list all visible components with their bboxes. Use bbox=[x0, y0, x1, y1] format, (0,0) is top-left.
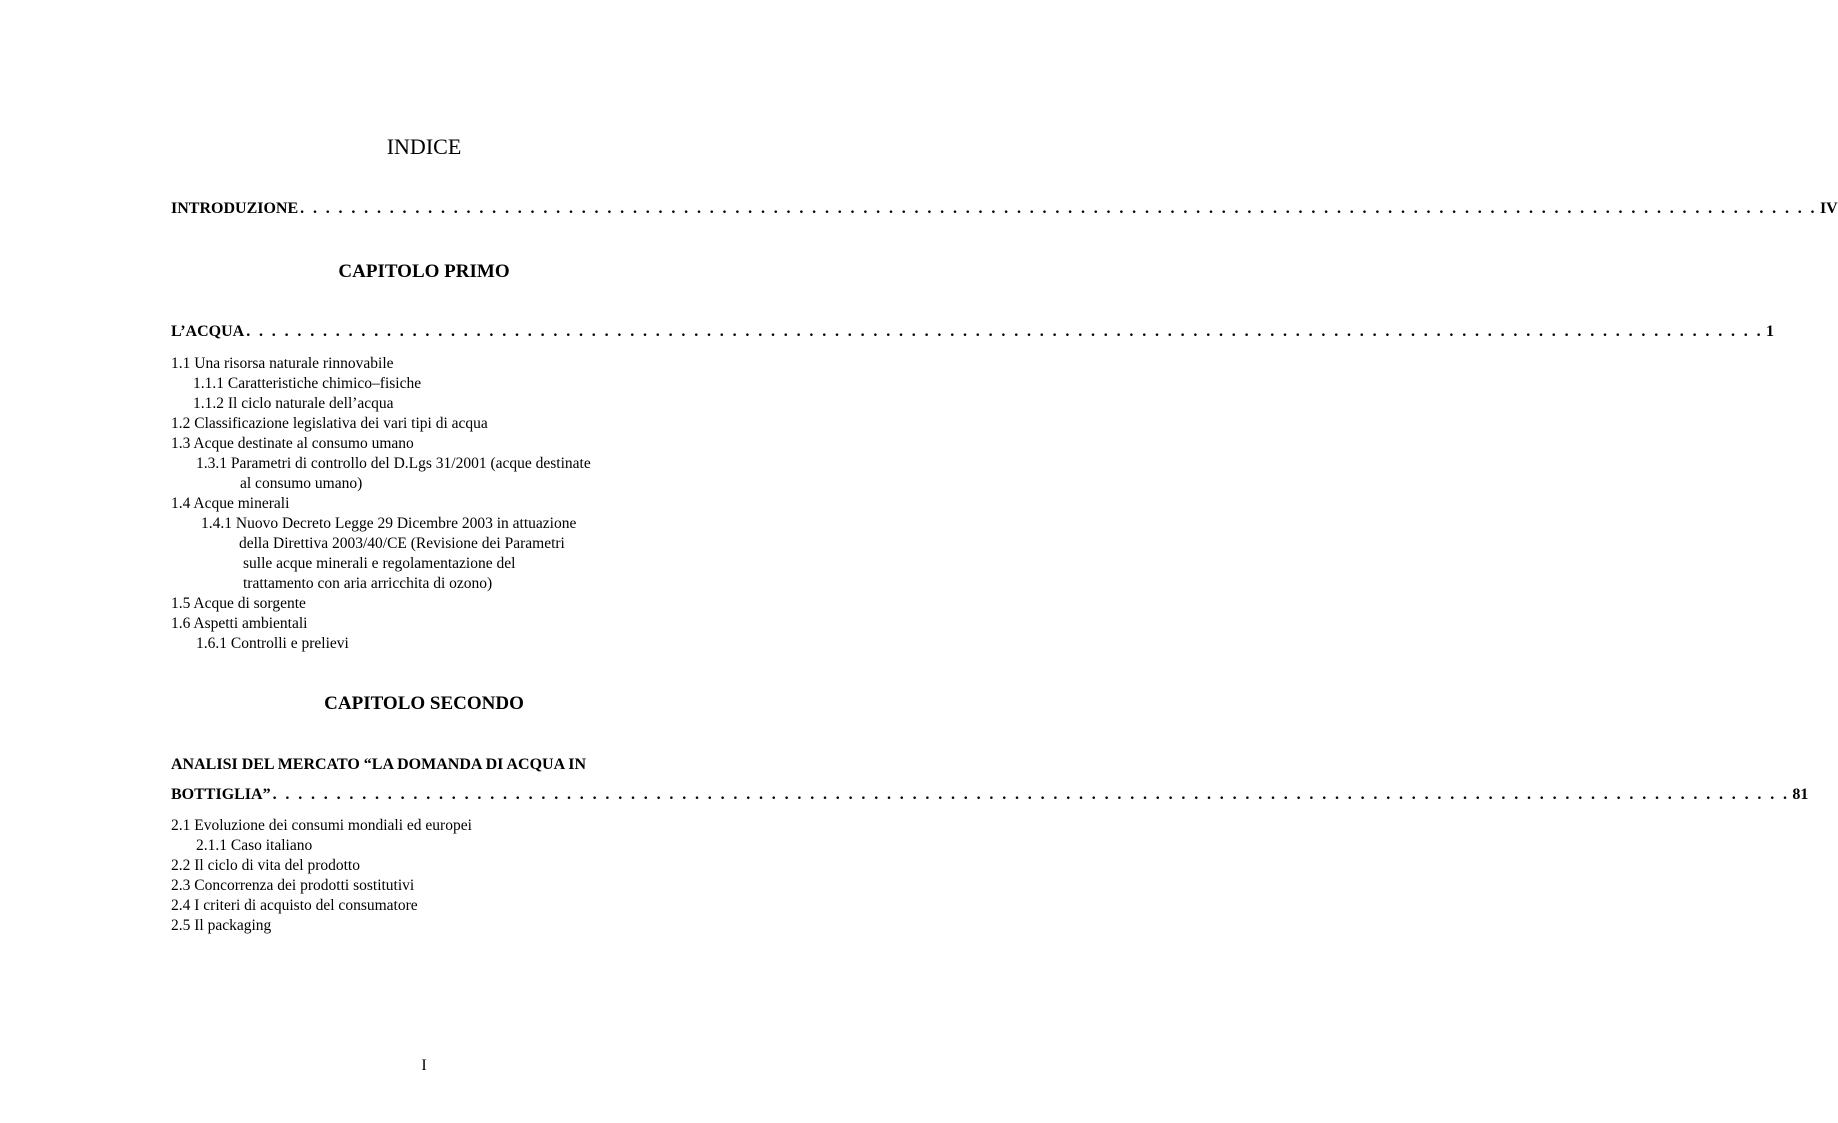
toc-entry-1-4-1-cont: trattamento con aria arricchita di ozono) bbox=[243, 575, 493, 592]
page-title: INDICE bbox=[386, 134, 462, 159]
toc-entry-1-3[interactable]: 1.3 Acque destinate al consumo umano bbox=[171, 435, 414, 452]
toc-entry-1-1-2[interactable]: 1.1.2 Il ciclo naturale dell’acqua bbox=[193, 395, 394, 412]
toc-chapter2-main[interactable] bbox=[171, 786, 1809, 804]
toc-entry-2-5[interactable]: 2.5 Il packaging bbox=[171, 917, 272, 934]
toc-leader-dots: . . . . . . . . . . . . . . . . . . . . . . . . . . . . . . . . . . . . . . . . . . . . . . . . . . . . . . . . . . . . . . . . . . . . . . . . . . . . . . . . . . . . . . . . . . . . . . . . . . . . . . . . . . . . . . . . . . . . . . . bbox=[272, 786, 1790, 803]
toc-entry-1-6[interactable]: 1.6 Aspetti ambientali bbox=[171, 615, 308, 632]
toc-entry-1-5[interactable]: 1.5 Acque di sorgente bbox=[171, 595, 306, 612]
toc-chapter2-main-line1[interactable]: ANALISI DEL MERCATO “LA DOMANDA DI ACQUA IN bbox=[171, 756, 587, 773]
toc-entry-1-3-1-cont: al consumo umano) bbox=[240, 475, 363, 492]
toc-leader-dots: . . . . . . . . . . . . . . . . . . . . . . . . . . . . . . . . . . . . . . . . . . . . . . . . . . . . . . . . . . . . . . . . . . . . . . . . . . . . . . . . . . . . . . . . . . . . . . . . . . . . . . . . . . . . . . . . . . . . . . . bbox=[246, 323, 1764, 340]
toc-entry-2-1-1[interactable]: 2.1.1 Caso italiano bbox=[196, 837, 313, 854]
toc-entry-1-4[interactable]: 1.4 Acque minerali bbox=[171, 495, 290, 512]
toc-entry-2-1[interactable]: 2.1 Evoluzione dei consumi mondiali ed europei bbox=[171, 817, 472, 834]
toc-entry-1-4-1[interactable]: 1.4.1 Nuovo Decreto Legge 29 Dicembre 2003 in attuazione bbox=[201, 515, 577, 532]
toc-entry-1-1-1[interactable]: 1.1.1 Caratteristiche chimico–fisiche bbox=[193, 375, 422, 392]
toc-entry-1-1[interactable]: 1.1 Una risorsa naturale rinnovabile bbox=[171, 355, 394, 372]
toc-entry-2-2[interactable]: 2.2 Il ciclo di vita del prodotto bbox=[171, 857, 360, 874]
chapter1-heading: CAPITOLO PRIMO bbox=[338, 261, 510, 282]
toc-label: L’ACQUA bbox=[171, 323, 245, 340]
toc-entry-1-4-1-cont: della Direttiva 2003/40/CE (Revisione dei Parametri bbox=[239, 535, 565, 552]
toc-label: INTRODUZIONE bbox=[171, 200, 299, 217]
toc-entry-2-4[interactable]: 2.4 I criteri di acquisto del consumatore bbox=[171, 897, 418, 914]
toc-page: 1 bbox=[1766, 323, 1775, 340]
page-number: I bbox=[421, 1057, 427, 1074]
toc-page: 81 bbox=[1792, 786, 1809, 803]
toc-entry-1-6-1[interactable]: 1.6.1 Controlli e prelievi bbox=[196, 635, 349, 652]
chapter2-heading: CAPITOLO SECONDO bbox=[324, 693, 524, 714]
toc-label: BOTTIGLIA” bbox=[171, 786, 271, 803]
toc-leader-dots: . . . . . . . . . . . . . . . . . . . . . . . . . . . . . . . . . . . . . . . . . . . . . . . . . . . . . . . . . . . . . . . . . . . . . . . . . . . . . . . . . . . . . . . . . . . . . . . . . . . . . . . . . . . . . . . . . . . . . . . bbox=[300, 200, 1817, 217]
toc-entry-2-3[interactable]: 2.3 Concorrenza dei prodotti sostitutivi bbox=[171, 877, 415, 894]
toc-page: IV bbox=[1819, 200, 1838, 217]
toc-entry-1-2[interactable]: 1.2 Classificazione legislativa dei vari tipi di acqua bbox=[171, 415, 488, 432]
toc-introduzione[interactable] bbox=[171, 200, 1838, 218]
toc-chapter1-main[interactable] bbox=[171, 323, 1775, 341]
toc-entry-1-3-1[interactable]: 1.3.1 Parametri di controllo del D.Lgs 31/2001 (acque destinate bbox=[196, 455, 591, 472]
toc-entry-1-4-1-cont: sulle acque minerali e regolamentazione del bbox=[243, 555, 516, 572]
